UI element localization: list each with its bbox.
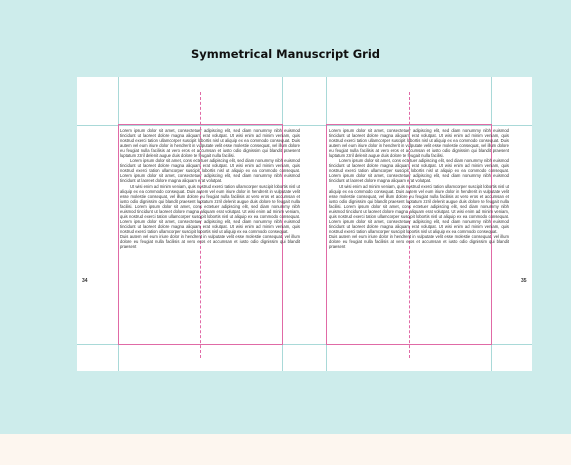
right-paragraph: Ut wisi enim ad minim veniam, quis nostrud exerci tation ullamcorper suscipit lobortis nisl ut aliquip ex ea commodo consequat. Duis autem vel eum iriure dolor in hendrerit in vulputate velit esse molestie consequat, vel illum dolore eu feugiat nulla facilisis at vero eros et accumsan et iusto odio dignissim qui blandit praesent luptatum zzril delenit augue duis dolore te feugait nulla facilisi. Lorem ipsum dolor sit amet, cons ectetuer adipiscing elit, sed diam nonummy nibh euismod tincidunt ut laoreet dolore magna aliquam erat volutpat. Ut wisi enim ad minim veniam, quis nostrud exerci tation ullamcorper suscipit lobortis nisl ut aliquip ex ea commodo consequat. Lorem ipsum dolor sit amet, consectetuer adipiscing elit, sed diam nonummy nibh euismod tincidunt ut laoreet dolore magna aliquam erat volutpat. Ut wisi enim ad minim veniam, quis nostrud exerci tation ullamcorper suscipit lobortis nisl ut aliquip ex ea commodo consequat. [329,183,509,234]
right-body-text [329,128,509,340]
right-paragraph: Lorem ipsum dolor sit amet, consectetuer adipiscing elit, sed diam nonummy nibh euismod tincidunt ut laoreet dolore magna aliquam erat volutpat. Ut wisi enim ad minim veniam, quis nostrud exerci tation ullamcorper suscipit lobortis nisl ut aliquip ex ea commodo consequat. Duis autem vel eum iriure dolor in hendrerit in vulputate velit esse molestie consequat, vel illum dolore eu feugiat nulla facilisis at vero eros et accumsan et iusto odio dignissim qui blandit praesent luptatum zzril delenit augue duis dolore te feugait nulla facilisi. [329,128,509,159]
left-paragraph: Lorem ipsum dolor sit amet, cons ectetuer adipiscing elit, sed diam nonummy nibh euismod tincidunt ut laoreet dolore magna aliquam erat volutpat. Ut wisi enim ad minim veniam, quis nostrud exerci tation ullamcorper suscipit lobortis nisl ut aliquip ex ea commodo consequat. Lorem ipsum dolor sit amet, consectetuer adipiscing elit, sed diam nonummy nibh euismod tincidunt ut laoreet dolore magna aliquam erat volutpat. [120,158,300,184]
left-paragraph: Duis autem vel eum iriure dolor in hendrerit in vulputate velit esse molestie consequat, vel illum dolore eu feugiat nulla facilisis at vero eros et accumsan et iusto odio dignissim qui blandit praesent [120,233,300,250]
right-paragraph: Duis autem vel eum iriure dolor in hendrerit in vulputate velit esse molestie consequat, vel illum dolore eu feugiat nulla facilisis at vero eros et accumsan et iusto odio dignissim qui blandit praesent [329,233,509,250]
left-frame-left [118,124,119,345]
top-guide-line [77,125,532,126]
spine-gutter [303,77,306,371]
left-paragraph: Ut wisi enim ad minim veniam, quis nostrud exerci tation ullamcorper suscipit lobortis nisl ut aliquip ex ea commodo consequat. Duis autem vel eum iriure dolor in hendrerit in vulputate velit esse molestie consequat, vel illum dolore eu feugiat nulla facilisis at vero eros et accumsan et iusto odio dignissim qui blandit praesent luptatum zzril delenit augue duis dolore te feugait nulla facilisi. Lorem ipsum dolor sit amet, cons ectetuer adipiscing elit, sed diam nonummy nibh euismod tincidunt ut laoreet dolore magna aliquam erat volutpat. Ut wisi enim ad minim veniam, quis nostrud exerci tation ullamcorper suscipit lobortis nisl ut aliquip ex ea commodo consequat. Lorem ipsum dolor sit amet, consectetuer adipiscing elit, sed diam nonummy nibh euismod tincidunt ut laoreet dolore magna aliquam erat volutpat. Ut wisi enim ad minim veniam, quis nostrud exerci tation ullamcorper suscipit lobortis nisl ut aliquip ex ea commodo consequat. [120,183,300,234]
diagram-title: Symmetrical Manuscript Grid [190,47,381,61]
left-page-number: 34 [82,278,88,284]
right-paragraph: Lorem ipsum dolor sit amet, cons ectetuer adipiscing elit, sed diam nonummy nibh euismod tincidunt ut laoreet dolore magna aliquam erat volutpat. Ut wisi enim ad minim veniam, quis nostrud exerci tation ullamcorper suscipit lobortis nisl ut aliquip ex ea commodo consequat. Lorem ipsum dolor sit amet, consectetuer adipiscing elit, sed diam nonummy nibh euismod tincidunt ut laoreet dolore magna aliquam erat volutpat. [329,158,509,184]
left-body-text [120,128,300,340]
right-page-number: 35 [521,278,527,284]
right-frame-left [326,124,327,345]
left-paragraph: Lorem ipsum dolor sit amet, consectetuer adipiscing elit, sed diam nonummy nibh euismod tincidunt ut laoreet dolore magna aliquam erat volutpat. Ut wisi enim ad minim veniam, quis nostrud exerci tation ullamcorper suscipit lobortis nisl ut aliquip ex ea commodo consequat. Duis autem vel eum iriure dolor in hendrerit in vulputate velit esse molestie consequat, vel illum dolore eu feugiat nulla facilisis at vero eros et accumsan et iusto odio dignissim qui blandit praesent luptatum zzril delenit augue duis dolore te feugait nulla facilisi. [120,128,300,159]
